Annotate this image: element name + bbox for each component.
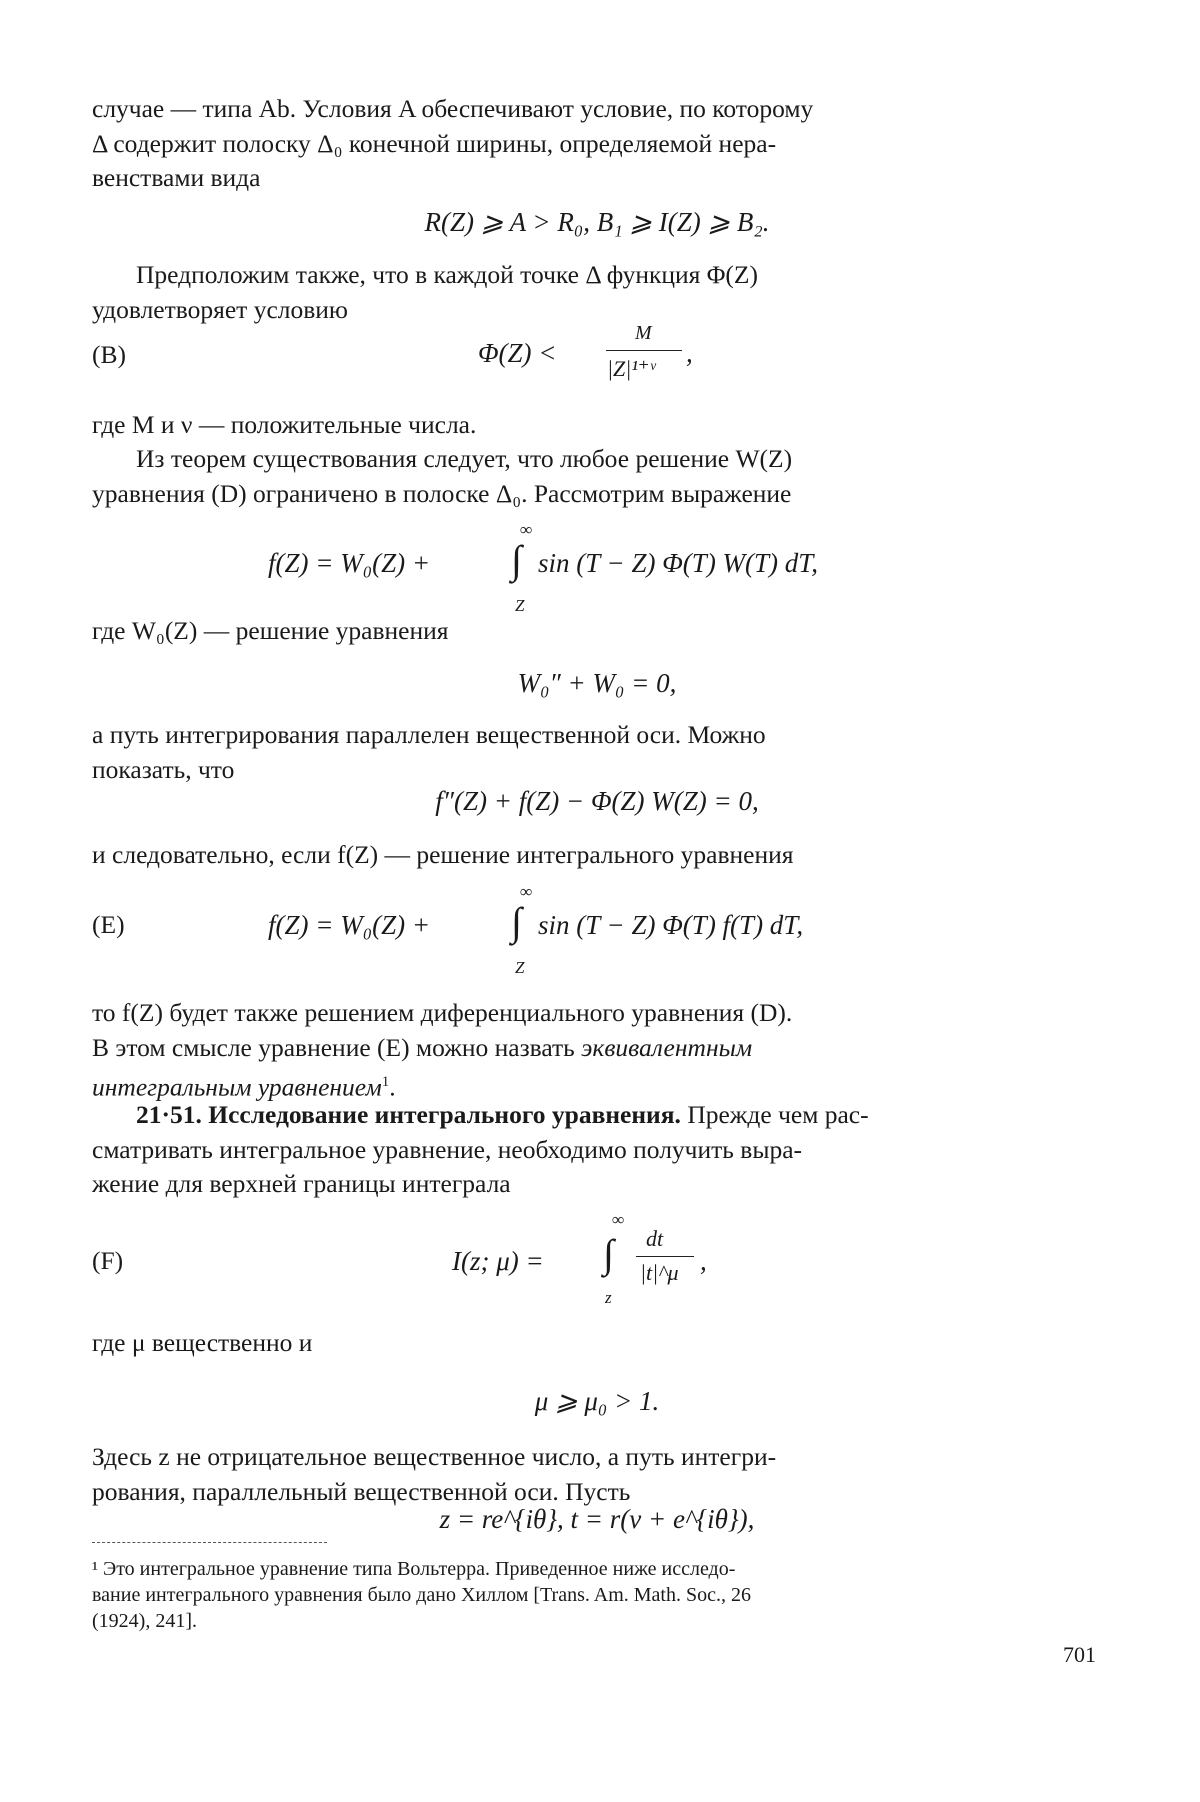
text-line: венствами вида	[92, 163, 261, 192]
equation-substitution: z = re^{iθ}, t = r(v + e^{iθ}),	[439, 1504, 755, 1534]
paragraph-4	[92, 442, 1102, 511]
equation-label-b: (B)	[92, 340, 126, 369]
integral-lower-limit: z	[605, 1288, 612, 1307]
text-line: сматривать интегральное уравнение, необходимо получить выра-	[92, 1134, 803, 1164]
text-line: жение для верхней границы интеграла	[92, 1169, 511, 1198]
paragraph-3: где M и ν — положительные числа.	[92, 410, 477, 439]
text-line: Предположим также, что в каждой точке Δ функция Φ(Z)	[136, 260, 758, 289]
footnote-divider	[92, 1542, 327, 1543]
text-line: рования, параллельный вещественной оси. Пусть	[92, 1476, 631, 1506]
fraction-bar	[606, 350, 682, 351]
paragraph-5: где W₀(Z) — решение уравнения	[92, 616, 449, 645]
integral-upper-limit: ∞	[612, 1210, 625, 1229]
footnote	[92, 1556, 1102, 1634]
integral-upper-limit: ∞	[520, 520, 533, 539]
text-span: В этом смысле уравнение (E) можно назвать	[92, 1032, 582, 1062]
equation-f-denominator: |t|^μ	[640, 1260, 679, 1285]
text-line	[92, 1031, 1102, 1066]
text-line: Δ содержит полоску Δ₀ конечной ширины, определяемой нера-	[92, 128, 777, 158]
text-line: случае — типа Ab. Условия A обеспечивают условие, по которому	[92, 94, 814, 123]
paragraph-11	[92, 1440, 1102, 1509]
fraction-bar	[636, 1256, 694, 1257]
integral-lower-limit: Z	[515, 958, 525, 977]
text-line: удовлетворяет условию	[92, 294, 348, 324]
equation-mu-condition: μ ⩾ μ₀ > 1.	[534, 1386, 660, 1416]
equation-differential: f″(Z) + f(Z) − Φ(Z) W(Z) = 0,	[435, 786, 759, 816]
paragraph-6	[92, 718, 1102, 787]
text-line: уравнения (D) ограничено в полоске Δ₀. Рассмотрим выражение	[92, 478, 792, 508]
footnote-line: вание интегрального уравнения было дано Хиллом [Trans. Am. Math. Soc., 26	[92, 1584, 751, 1606]
text-line: показать, что	[92, 754, 235, 784]
footnote-marker[interactable]: 1	[381, 1074, 390, 1090]
text-span: .	[389, 1072, 396, 1102]
equation-label-e: (E)	[92, 910, 125, 939]
paragraph-7: и следовательно, если f(Z) — решение интегрального уравнения	[92, 840, 794, 869]
text-line: а путь интегрирования параллелен вещественной оси. Можно	[92, 720, 766, 749]
text-line: то f(Z) будет также решением диференциального уравнения (D).	[92, 998, 793, 1027]
text-span: Прежде чем рас-	[680, 1100, 869, 1129]
footnote-line: ¹ Это интегральное уравнение типа Вольтерра. Приведенное ниже исследо-	[92, 1558, 736, 1580]
equation-f-comma: ,	[700, 1246, 707, 1276]
section-number: 21·51.	[136, 1100, 202, 1129]
equation-homogeneous: W₀″ + W₀ = 0,	[517, 668, 677, 698]
equation-e-rhs: sin (T − Z) Φ(T) f(T) dT,	[538, 910, 804, 940]
equation-1-rhs: sin (T − Z) Φ(T) W(T) dT,	[538, 548, 819, 578]
integral-sign: ∫	[603, 1231, 614, 1276]
text-line: Здесь z не отрицательное вещественное число, а путь интегри-	[92, 1442, 777, 1471]
footnote-line: (1924), 241].	[92, 1610, 197, 1632]
integral-upper-limit: ∞	[520, 882, 533, 901]
italic-term: эквивалентным	[581, 1032, 753, 1062]
equation-f-numerator: dt	[646, 1226, 664, 1251]
equation-f-lhs: I(z; μ) =	[452, 1246, 544, 1276]
equation-b-denominator: |Z|¹⁺ᵛ	[607, 356, 656, 381]
paragraph-1	[92, 92, 1102, 196]
equation-b-numerator: M	[635, 322, 652, 344]
paragraph-8	[92, 996, 1102, 1105]
italic-term: интегральным уравнением	[92, 1072, 382, 1102]
paragraph-10: где μ вещественно и	[92, 1328, 313, 1357]
equation-1-lhs: f(Z) = W₀(Z) +	[268, 548, 431, 578]
equation-label-f: (F)	[92, 1246, 124, 1275]
integral-sign: ∫	[511, 899, 522, 944]
paragraph-2	[92, 258, 1102, 327]
integral-lower-limit: Z	[515, 596, 525, 615]
paragraph-9	[92, 1098, 1102, 1202]
text-line: Из теорем существования следует, что любое решение W(Z)	[136, 444, 793, 473]
section-title: Исследование интегрального уравнения.	[208, 1100, 681, 1129]
integral-sign: ∫	[511, 537, 522, 582]
equation-b-lhs: Φ(Z) <	[478, 338, 557, 368]
page-number: 701	[1063, 1642, 1096, 1667]
text-line	[92, 1098, 1102, 1133]
equation-e-lhs: f(Z) = W₀(Z) +	[268, 910, 431, 940]
equation-b-comma: ,	[686, 338, 693, 368]
equation-inequalities: R(Z) ⩾ A > R₀, B₁ ⩾ I(Z) ⩾ B₂.	[424, 207, 770, 237]
